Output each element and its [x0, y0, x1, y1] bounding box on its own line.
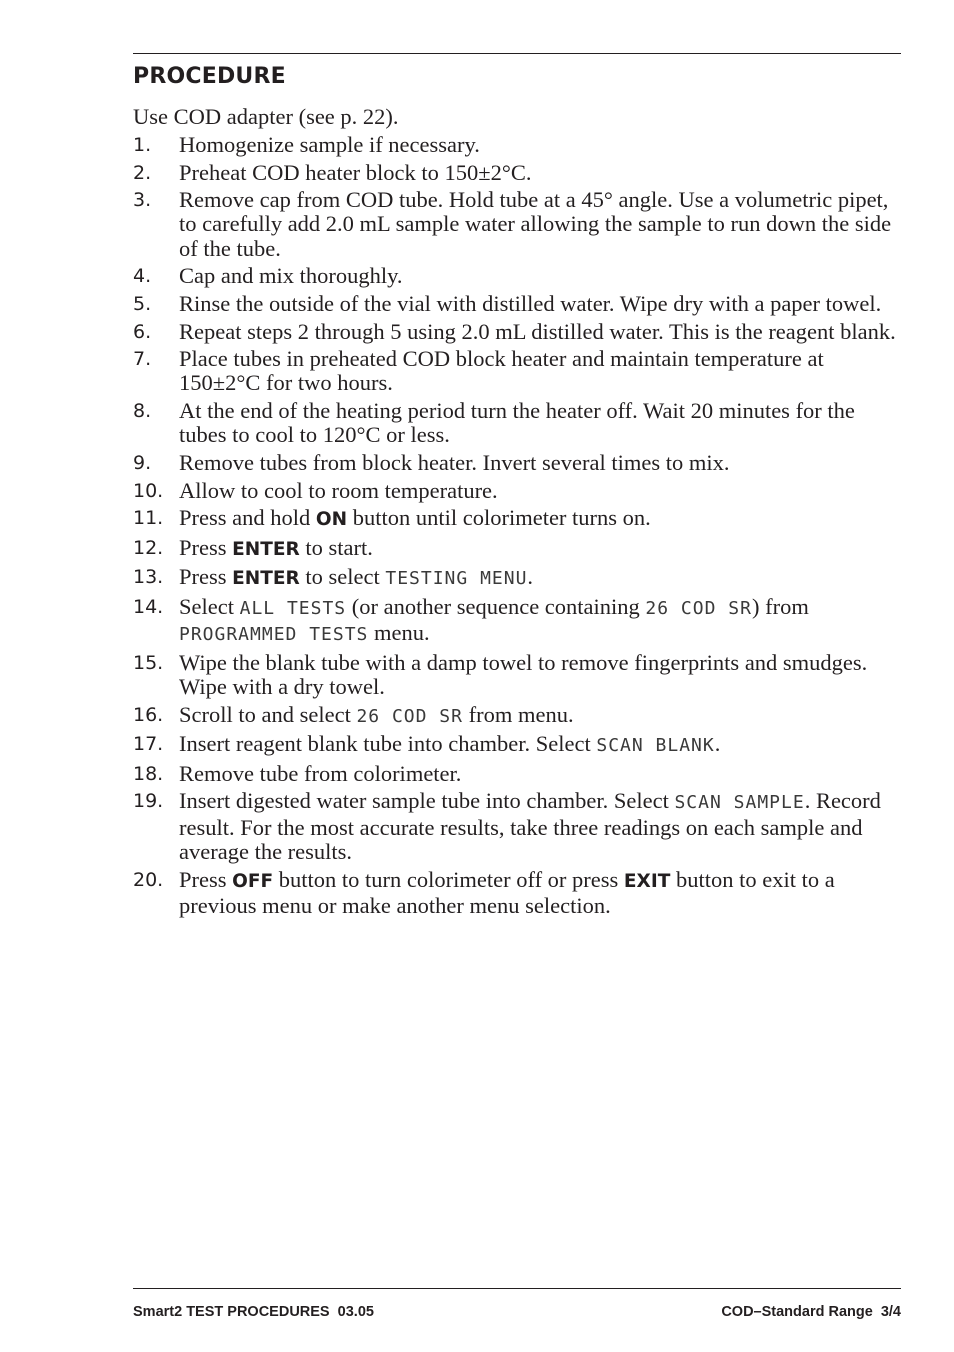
step-text: Rinse the outside of the vial with distilled water. Wipe dry with a paper towel. — [179, 290, 882, 316]
procedure-step — [133, 732, 903, 758]
button-name: ENTER — [232, 538, 300, 560]
step-text: button until colorimeter turns on. — [347, 505, 651, 531]
step-text: Preheat COD heater block to 150±2°C. — [179, 159, 532, 185]
display-text: SCAN BLANK — [596, 735, 715, 757]
step-text: Cap and mix thoroughly. — [179, 263, 403, 289]
step-number: 13. — [133, 566, 164, 589]
button-name: ENTER — [232, 568, 300, 590]
step-number: 14. — [133, 595, 164, 618]
procedure-step — [133, 703, 903, 729]
step-number: 4. — [133, 265, 152, 288]
step-text: button to turn colorimeter off or press — [273, 866, 624, 892]
step-number: 9. — [133, 451, 152, 474]
step-number: 2. — [133, 161, 152, 184]
step-number: 18. — [133, 762, 164, 785]
step-text: . — [714, 731, 721, 757]
procedure-step — [133, 399, 903, 448]
procedure-step — [133, 451, 903, 475]
procedure-step — [133, 347, 903, 396]
step-text: to select — [299, 564, 386, 590]
step-text: from menu. — [463, 701, 574, 727]
step-text: At the end of the heating period turn the heater off. Wait 20 minutes for the tubes to cool to 120°C or less. — [179, 398, 855, 448]
display-text: 26 COD SR — [356, 705, 463, 727]
step-text: Allow to cool to room temperature. — [179, 477, 498, 503]
bottom-rule — [133, 1288, 901, 1289]
step-number: 19. — [133, 790, 164, 813]
step-number: 3. — [133, 189, 152, 212]
step-text: Press — [179, 564, 233, 590]
procedure-step — [133, 292, 903, 316]
step-text: Press — [179, 534, 233, 560]
step-number: 5. — [133, 292, 152, 315]
step-number: 17. — [133, 733, 164, 756]
step-text: Remove tubes from block heater. Invert several times to mix. — [179, 449, 730, 475]
button-name: EXIT — [623, 870, 671, 892]
step-text: Press and hold — [179, 505, 316, 531]
top-rule — [133, 53, 901, 54]
step-number: 11. — [133, 507, 164, 530]
display-text: 26 COD SR — [645, 597, 752, 619]
button-name: ON — [315, 509, 348, 531]
display-text: PROGRAMMED TESTS — [179, 624, 369, 646]
step-number: 1. — [133, 134, 152, 156]
display-text: TESTING MENU — [385, 568, 528, 590]
step-text: . — [527, 564, 534, 590]
step-text: Place tubes in preheated COD block heater and maintain temperature at 150±2°C for two hours. — [179, 346, 824, 396]
section-heading: PROCEDURE — [133, 64, 286, 89]
step-text: (or another sequence containing — [346, 593, 646, 619]
procedure-step — [133, 188, 903, 261]
step-number: 20. — [133, 868, 164, 891]
step-text: Homogenize sample if necessary. — [179, 132, 480, 157]
procedure-step — [133, 595, 903, 648]
step-text: Wipe the blank tube with a damp towel to remove fingerprints and smudges. Wipe with a dry towel. — [179, 649, 868, 700]
step-text: . Record result. For the most accurate results, take three readings on each sample and average the results. — [179, 788, 881, 865]
procedure-step — [133, 264, 903, 288]
step-text: Remove cap from COD tube. Hold tube at a 45° angle. Use a volumetric pipet, to carefully add 2.0 mL sample water allowing the sample to run down the side of the tube. — [179, 187, 892, 261]
procedure-step — [133, 161, 903, 185]
display-text: ALL TESTS — [239, 597, 347, 619]
step-text: Scroll to and select — [179, 701, 357, 727]
procedure-step — [133, 762, 903, 786]
step-text: ) from — [751, 593, 809, 619]
display-text: SCAN SAMPLE — [674, 792, 805, 814]
procedure-step — [133, 789, 903, 864]
procedure-step — [133, 565, 903, 591]
step-number: 15. — [133, 651, 164, 674]
step-number: 7. — [133, 348, 152, 371]
step-text: menu. — [368, 620, 430, 646]
step-number: 10. — [133, 479, 164, 502]
step-number: 6. — [133, 320, 152, 343]
procedure-step — [133, 320, 903, 344]
step-text: Press — [179, 866, 233, 892]
step-number: 16. — [133, 703, 164, 726]
step-text: to start. — [299, 534, 373, 560]
step-text: Insert reagent blank tube into chamber. Select — [179, 731, 597, 757]
step-text: Repeat steps 2 through 5 using 2.0 mL distilled water. This is the reagent blank. — [179, 318, 896, 344]
procedure-step — [133, 479, 903, 503]
procedure-steps-list — [133, 133, 903, 922]
step-number: 12. — [133, 536, 164, 559]
step-text: button to exit to a previous menu or make another menu selection. — [179, 866, 835, 918]
footer-page-label: COD–Standard Range 3/4 — [721, 1304, 901, 1320]
button-name: OFF — [232, 870, 274, 892]
procedure-step — [133, 133, 903, 157]
footer-document-title: Smart2 TEST PROCEDURES 03.05 — [133, 1304, 374, 1320]
step-text: Select — [179, 593, 240, 619]
procedure-step — [133, 868, 903, 919]
step-text: Remove tube from colorimeter. — [179, 760, 462, 786]
procedure-step — [133, 506, 903, 532]
intro-text: Use COD adapter (see p. 22). — [133, 104, 399, 129]
procedure-step — [133, 651, 903, 700]
procedure-step — [133, 536, 903, 562]
step-number: 8. — [133, 400, 152, 423]
step-text: Insert digested water sample tube into chamber. Select — [179, 788, 675, 814]
